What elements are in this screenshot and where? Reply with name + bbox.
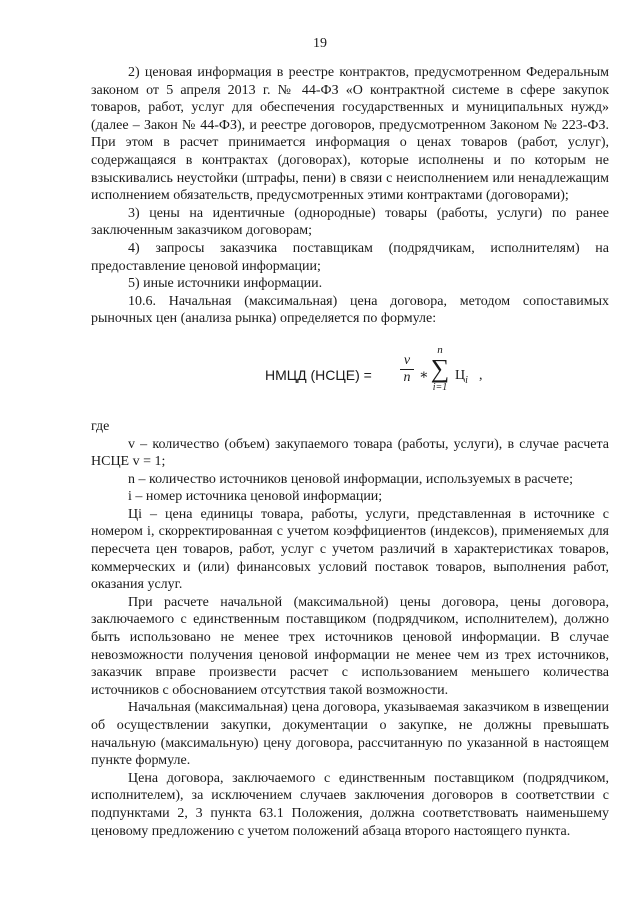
paragraph: v – количество (объем) закупаемого товара (работы, услуги), в случае расчета НСЦЕ v = 1; [91,436,609,470]
paragraph: Цi – цена единицы товара, работы, услуги, представленная в источнике с номером i, скорректированная с учетом коэффициентов (индексов), применяемых для пересчета цен товаров, работ, услуг с учетом различий в характеристиках товаров, коммерческих и (или) финансовых условий поставок товаров, выполнения работ, оказания услуг. [91,506,609,593]
paragraph: 5) иные источники информации. [128,276,323,292]
formula-numerator: v [403,352,411,368]
formula-denominator: n [403,369,411,385]
paragraph: n – количество источников ценовой информации, используемых в расчете; [128,471,573,487]
paragraph: 2) ценовая информация в реестре контрактов, предусмотренном Федеральным законом от 5 апреля 2013 г. № 44-ФЗ «О контрактной системе в сфере закупок товаров, работ, услуг для обеспечения государственных и муниципальных нужд» (далее – Закон № 44-ФЗ), и реестре договоров, предусмотренном Законом № 223-ФЗ. При этом в расчет принимается информация о ценах товаров (работ, услуг), содержащаяся в контрактах (договорах), которые исполнены и по которым не взыскивались неустойки (штрафы, пени) в связи с неисполнением или ненадлежащим исполнением обязательств, предусмотренных этими контрактами (договорами); [91,65,609,204]
paragraph: i – номер источника ценовой информации; [128,489,383,505]
where-label: где [91,418,110,434]
paragraph: 10.6. Начальная (максимальная) цена договора, методом сопоставимых рыночных цен (анализа рынка) определяется по формуле: [91,293,609,327]
page-number: 19 [313,36,327,51]
summation [429,344,451,394]
term-subscript: i [465,374,468,386]
formula-lhs: НМЦД (НСЦЕ) = [265,366,372,383]
paragraph: Цена договора, заключаемого с единственным поставщиком (подрядчиком, исполнителем), за исключением случаев заключения договоров в соответствии с подпунктами 2, 3 пункта 63.1 Положения, должна соответствовать наименьшему ценовому предложению с учетом положений абзаца второго настоящего пункта. [91,770,609,839]
document-body [91,64,609,840]
sum-symbol: ∑ [430,353,450,383]
formula-block [91,330,609,418]
formula-fraction [400,354,414,385]
paragraph: Начальная (максимальная) цена договора, указываемая заказчиком в извещении об осуществлении закупки, документации о закупке, не должны превышать начальную (максимальную) цену договора, рассчитанную по указанной в настоящем пункте формуле. [91,700,609,769]
formula-term [455,367,468,389]
paragraph: 3) цены на идентичные (однородные) товары (работы, услуги) по ранее заключенным заказчиком договорам; [91,205,609,239]
sum-upper-limit: n [437,343,443,356]
paragraph: При расчете начальной (максимальной) цены договора, цены договора, заключаемого с единственным поставщиком (подрядчиком, исполнителем), должно быть использовано не менее трех источников ценовой информации. В случае невозможности получения ценовой информации не менее чем из трех источников, заказчик вправе произвести расчет с использованием меньшего количества источников с обоснованием отсутствия такой возможности. [91,594,609,698]
term-symbol: Ц [455,367,466,383]
formula-operator: ∗ [419,367,429,383]
sum-lower-limit: i=1 [432,381,448,393]
paragraph: 4) запросы заказчика поставщикам (подрядчикам, исполнителям) на предоставление ценовой информации; [91,240,609,274]
formula-comma: , [479,367,483,383]
